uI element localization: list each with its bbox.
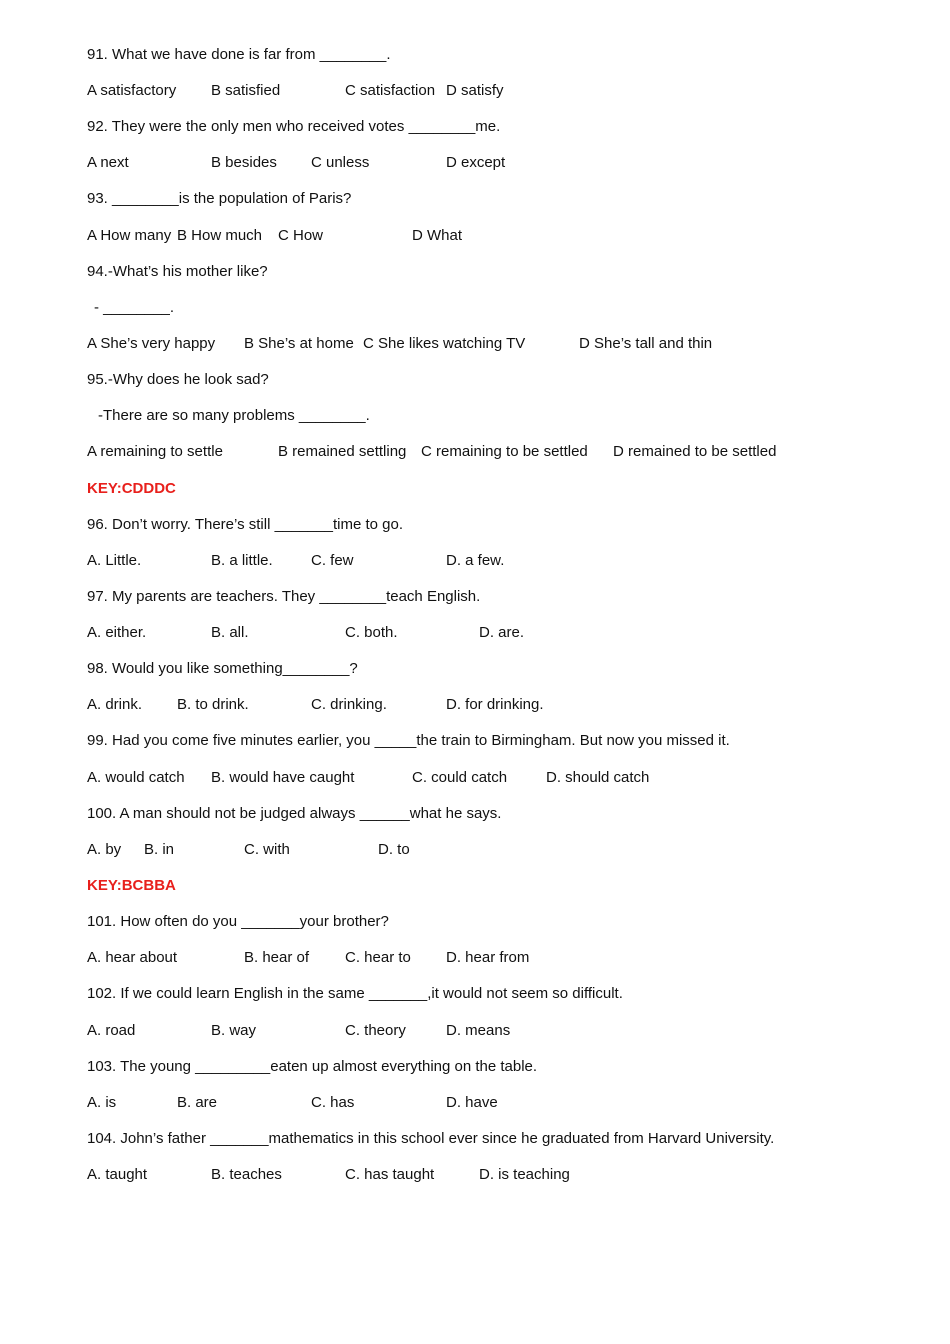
- question-stem: 92. They were the only men who received votes ________me.: [87, 118, 501, 135]
- option-row: [87, 1093, 887, 1113]
- option-c: C. has taught: [345, 1166, 435, 1183]
- question-stem: 97. My parents are teachers. They ________teach English.: [87, 588, 481, 605]
- option-c: C. few: [311, 552, 354, 569]
- question-stem-reply: - ________.: [94, 299, 175, 316]
- option-b: B. all.: [211, 624, 249, 641]
- option-row: [87, 442, 887, 462]
- option-b: B. a little.: [211, 552, 273, 569]
- option-row: [87, 695, 887, 715]
- option-d: D She’s tall and thin: [579, 335, 713, 352]
- option-a: A. Little.: [87, 552, 142, 569]
- option-d: D. for drinking.: [446, 696, 544, 713]
- option-row: [87, 768, 887, 788]
- option-row: [87, 623, 887, 643]
- option-a: A. drink.: [87, 696, 143, 713]
- question-stem: 99. Had you come five minutes earlier, you _____the train to Birmingham. But now you missed it.: [87, 732, 730, 749]
- option-d: D. means: [446, 1022, 511, 1039]
- option-d: D remained to be settled: [613, 443, 777, 460]
- question-stem: 94.-What’s his mother like?: [87, 263, 268, 280]
- question-stem: 100. A man should not be judged always ______what he says.: [87, 805, 502, 822]
- option-a: A. road: [87, 1022, 136, 1039]
- option-row: [87, 153, 887, 173]
- option-c: C remaining to be settled: [421, 443, 588, 460]
- option-c: C. has: [311, 1094, 355, 1111]
- option-b: B remained settling: [278, 443, 407, 460]
- option-a: A How many: [87, 227, 172, 244]
- option-b: B. way: [211, 1022, 257, 1039]
- option-a: A. is: [87, 1094, 117, 1111]
- question-stem-reply: -There are so many problems ________.: [98, 407, 370, 424]
- option-d: D. hear from: [446, 949, 530, 966]
- option-b: B. teaches: [211, 1166, 282, 1183]
- option-d: D satisfy: [446, 82, 504, 99]
- question-stem: 102. If we could learn English in the same _______,it would not seem so difficult.: [87, 985, 623, 1002]
- option-c: C. drinking.: [311, 696, 387, 713]
- option-c: C. hear to: [345, 949, 411, 966]
- option-row: [87, 81, 887, 101]
- question-stem: 95.-Why does he look sad?: [87, 371, 269, 388]
- option-b: B satisfied: [211, 82, 281, 99]
- option-a: A. hear about: [87, 949, 178, 966]
- option-d: D. are.: [479, 624, 525, 641]
- question-stem: 91. What we have done is far from ________.: [87, 46, 391, 63]
- answer-key: KEY:BCBBA: [87, 877, 176, 894]
- option-b: B. to drink.: [177, 696, 249, 713]
- option-c: C. with: [244, 841, 290, 858]
- question-stem: 103. The young _________eaten up almost everything on the table.: [87, 1058, 538, 1075]
- option-c: C satisfaction: [345, 82, 436, 99]
- option-row: [87, 334, 887, 354]
- option-a: A. either.: [87, 624, 147, 641]
- question-stem: 104. John’s father _______mathematics in this school ever since he graduated from Harvard University.: [87, 1130, 775, 1147]
- option-c: C unless: [311, 154, 370, 171]
- option-c: C. both.: [345, 624, 398, 641]
- option-a: A satisfactory: [87, 82, 177, 99]
- option-d: D. to: [378, 841, 410, 858]
- option-b: B She’s at home: [244, 335, 354, 352]
- option-row: [87, 840, 887, 860]
- option-c: C. theory: [345, 1022, 406, 1039]
- option-b: B. are: [177, 1094, 218, 1111]
- option-row: [87, 1165, 887, 1185]
- option-d: D. is teaching: [479, 1166, 570, 1183]
- option-c: C She likes watching TV: [363, 335, 526, 352]
- option-c: C. could catch: [412, 769, 508, 786]
- option-b: B. hear of: [244, 949, 310, 966]
- option-a: A remaining to settle: [87, 443, 223, 460]
- option-c: C How: [278, 227, 324, 244]
- option-d: D. should catch: [546, 769, 650, 786]
- option-row: [87, 948, 887, 968]
- option-a: A. would catch: [87, 769, 185, 786]
- option-b: B. would have caught: [211, 769, 355, 786]
- question-stem: 93. ________is the population of Paris?: [87, 190, 352, 207]
- option-row: [87, 1021, 887, 1041]
- option-a: A She’s very happy: [87, 335, 216, 352]
- option-row: [87, 551, 887, 571]
- option-d: D except: [446, 154, 506, 171]
- question-stem: 98. Would you like something________?: [87, 660, 358, 677]
- answer-key: KEY:CDDDC: [87, 480, 176, 497]
- question-stem: 101. How often do you _______your brother?: [87, 913, 389, 930]
- option-b: B How much: [177, 227, 263, 244]
- question-stem: 96. Don’t worry. There’s still _______time to go.: [87, 516, 403, 533]
- option-a: A. taught: [87, 1166, 148, 1183]
- option-b: B. in: [144, 841, 175, 858]
- option-b: B besides: [211, 154, 277, 171]
- option-d: D What: [412, 227, 463, 244]
- option-row: [87, 226, 887, 246]
- option-d: D. have: [446, 1094, 498, 1111]
- option-a: A next: [87, 154, 129, 171]
- option-a: A. by: [87, 841, 122, 858]
- option-d: D. a few.: [446, 552, 505, 569]
